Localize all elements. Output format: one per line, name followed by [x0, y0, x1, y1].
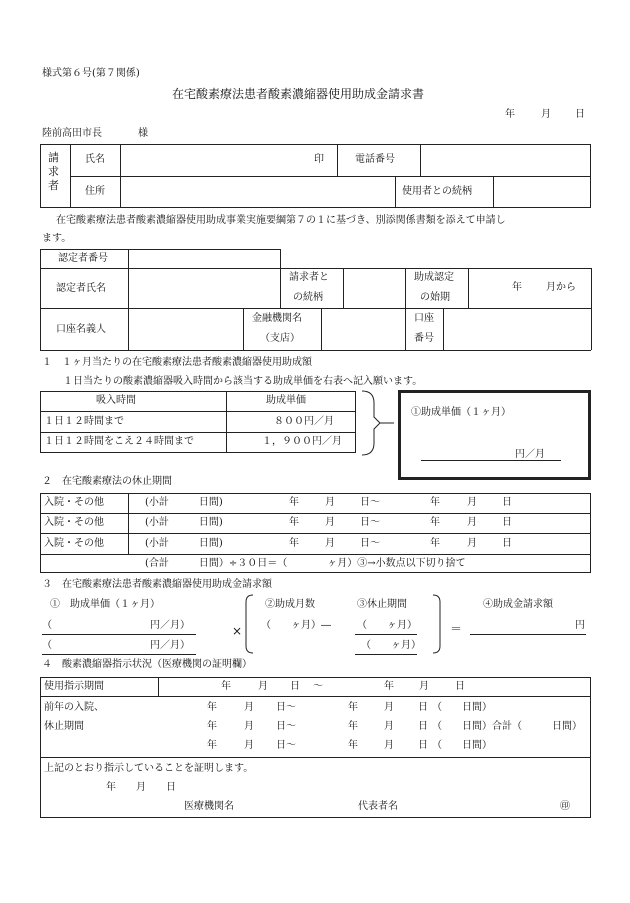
- phone-label: 電話番号: [355, 154, 395, 165]
- relation-label-2: の続柄: [293, 292, 323, 303]
- prior-day-from: 日～: [276, 740, 296, 751]
- instruction-period-label: 使用指示期間: [44, 681, 104, 692]
- prior-month: 月: [244, 702, 254, 713]
- name-label: 氏名: [85, 154, 105, 165]
- honorific: 様: [138, 128, 148, 139]
- account-label-1: 口座: [414, 313, 434, 324]
- row-day-to: 日: [502, 538, 512, 549]
- suspension-row-subtotal: (小計 日間): [145, 497, 223, 508]
- prior-year-to: 年: [348, 721, 358, 732]
- row-day-to: 日: [502, 497, 512, 508]
- instruction-table: [40, 677, 591, 818]
- date-year-label: 年: [505, 109, 515, 120]
- seal-mark-icon: ㊞: [560, 801, 570, 812]
- row-year-to: 年: [430, 497, 440, 508]
- addressee: 陸前高田市長: [42, 128, 102, 139]
- row-month: 月: [325, 538, 335, 549]
- representative-label: 代表者名: [358, 801, 398, 812]
- suspension-total: (合計 日間）÷３０日＝（ ヶ月）③→小数点以下切り捨て: [145, 558, 466, 569]
- period-month-to: 月: [419, 681, 429, 692]
- prior-day-from: 日～: [276, 721, 296, 732]
- prior-year: 年: [207, 740, 217, 751]
- prior-month: 月: [244, 721, 254, 732]
- relation-label-1: 請求者と: [289, 272, 329, 283]
- row-year: 年: [289, 538, 299, 549]
- row-month-to: 月: [467, 538, 477, 549]
- section1-instruction: １日当たりの酸素濃縮器吸入時間から該当する助成単価を右表へ記入願います。: [63, 376, 423, 387]
- start-label-1: 助成認定: [414, 272, 454, 283]
- row1-price: ８００円／月: [274, 416, 334, 427]
- institution-label: 医療機関名: [184, 801, 234, 812]
- account-label-2: 番号: [414, 333, 434, 344]
- row-day-from: 日～: [360, 517, 380, 528]
- bank-label-2: （支店）: [260, 333, 300, 344]
- bank-label-1: 金融機関名: [252, 313, 302, 324]
- period-tilde: ～: [313, 681, 323, 692]
- calc-suspension-value: （ ヶ月）: [357, 620, 417, 631]
- seal-mark: 印: [314, 154, 324, 165]
- form-title: 在宅酸素療法患者酸素濃縮器使用助成金請求書: [172, 87, 425, 101]
- section3-heading: ３ 在宅酸素療法患者酸素濃縮器使用助成金請求額: [42, 579, 272, 590]
- certification-date: 年 月 日: [106, 782, 176, 793]
- period-month: 月: [258, 681, 268, 692]
- row1-time: １日１２時間まで: [44, 416, 124, 427]
- prior-month-to: 月: [384, 721, 394, 732]
- period-day-to: 日: [455, 681, 465, 692]
- calc-unit-price-header: ① 助成単価（１ヶ月）: [50, 599, 160, 610]
- calc-bracket-right: [432, 594, 442, 654]
- statement-line-1: 在宅酸素療法患者酸素濃縮器使用助成事業実施要綱第７の１に基づき、別添関係書類を添えて申請し: [56, 215, 506, 226]
- row-year-to: 年: [430, 517, 440, 528]
- calc-suspension-value-2: （ ヶ月）: [361, 640, 421, 651]
- row-month: 月: [325, 497, 335, 508]
- row2-price: １，９００円／月: [262, 436, 342, 447]
- prior-day-to: 日: [418, 702, 428, 713]
- prior-day-from: 日～: [276, 702, 296, 713]
- col-unit-price: 助成単価: [266, 395, 306, 406]
- date-day-label: 日: [575, 109, 585, 120]
- calc-suspension-header: ③休止期間: [357, 599, 407, 610]
- row-year: 年: [289, 497, 299, 508]
- period-year: 年: [221, 681, 231, 692]
- calc-unit-a: 円／月）: [150, 620, 190, 631]
- address-label: 住所: [85, 186, 105, 197]
- row-year: 年: [289, 517, 299, 528]
- calc-months-value: （ ヶ月）―: [261, 620, 331, 631]
- calc-months-header: ②助成月数: [265, 599, 315, 610]
- prior-day-to: 日: [418, 740, 428, 751]
- start-label-2: の始期: [420, 292, 450, 303]
- row-month-to: 月: [467, 517, 477, 528]
- row-day-to: 日: [502, 517, 512, 528]
- period-day: 日: [290, 681, 300, 692]
- calc-yen-unit: 円: [575, 620, 585, 631]
- row-month: 月: [325, 517, 335, 528]
- suspension-row-label: 入院・その他: [44, 497, 104, 508]
- bracket-connector: [360, 389, 396, 457]
- certification-text: 上記のとおり指示していることを証明します。: [44, 763, 254, 774]
- calc-bracket-left: [244, 594, 254, 654]
- prior-year-to: 年: [348, 702, 358, 713]
- relation-label: 使用者との続柄: [402, 186, 472, 197]
- row-day-from: 日～: [360, 538, 380, 549]
- section2-heading: ２ 在宅酸素療法の休止期間: [42, 476, 172, 487]
- prior-year: 年: [207, 702, 217, 713]
- prior-day-to: 日: [418, 721, 428, 732]
- row-day-from: 日～: [360, 497, 380, 508]
- calc-amount-header: ④助成金請求額: [483, 599, 553, 610]
- start-year-label: 年: [512, 282, 522, 293]
- section4-heading: ４ 酸素濃縮器指示状況（医療機関の証明欄）: [42, 659, 252, 670]
- row-month-to: 月: [467, 497, 477, 508]
- equals-sign: ＝: [450, 622, 463, 636]
- applicant-label: 請求者: [48, 151, 59, 192]
- suspension-row-label: 入院・その他: [44, 538, 104, 549]
- suspension-row-label: 入院・その他: [44, 517, 104, 528]
- suspension-row-subtotal: (小計 日間): [145, 517, 223, 528]
- box-label: ①助成単価（１ヶ月）: [411, 407, 511, 418]
- prior-year: 年: [207, 721, 217, 732]
- col-inhalation-time: 吸入時間: [96, 395, 136, 406]
- statement-line-2: ます。: [42, 233, 72, 244]
- start-month-from: 月から: [546, 282, 576, 293]
- cert-name-label: 認定者氏名: [56, 283, 106, 294]
- calc-paren: （: [42, 640, 52, 651]
- prior-month-to: 月: [384, 702, 394, 713]
- calc-paren: （: [42, 620, 52, 631]
- account-holder-label: 口座名義人: [56, 324, 106, 335]
- prior-month-to: 月: [384, 740, 394, 751]
- box-unit: 円／月: [515, 449, 545, 460]
- form-number: 様式第６号(第７関係): [42, 68, 140, 79]
- suspension-row-subtotal: (小計 日間): [145, 538, 223, 549]
- calc-unit-b: 円／月）: [150, 640, 190, 651]
- prior-days-total: （ 日間）合計（ 日間）: [432, 721, 582, 732]
- suspension-period-label: 休止期間: [44, 721, 84, 732]
- unit-price-box: [398, 390, 591, 480]
- prior-admission-label: 前年の入院、: [44, 702, 104, 713]
- row-year-to: 年: [430, 538, 440, 549]
- times-sign: ×: [232, 624, 243, 638]
- date-month-label: 月: [541, 109, 551, 120]
- prior-days: （ 日間）: [432, 740, 492, 751]
- prior-month: 月: [244, 740, 254, 751]
- cert-number-label: 認定者番号: [58, 253, 108, 264]
- section1-heading: １ １ヶ月当たりの在宅酸素療法患者酸素濃縮器使用助成額: [42, 357, 312, 368]
- row2-time: １日１２時間をこえ２４時間まで: [44, 436, 194, 447]
- prior-days: （ 日間）: [432, 702, 492, 713]
- prior-year-to: 年: [348, 740, 358, 751]
- period-year-to: 年: [384, 681, 394, 692]
